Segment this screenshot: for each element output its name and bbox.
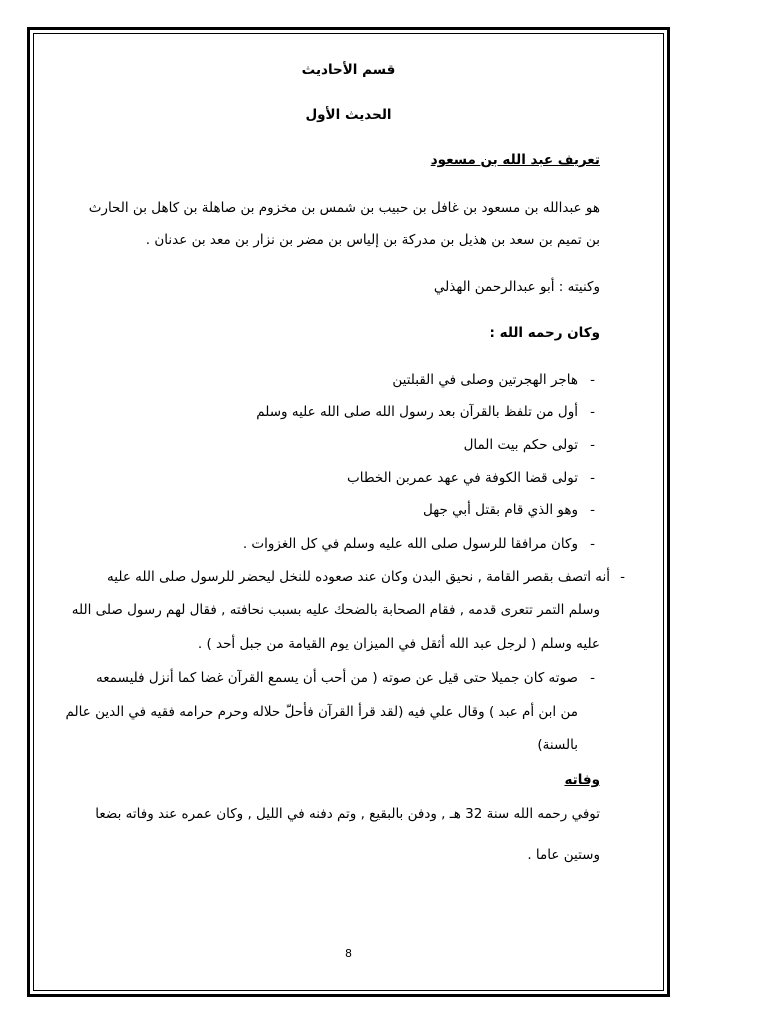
death-heading: وفاته (564, 772, 600, 788)
bullet-dash: - (590, 404, 595, 420)
description-line-3: عليه وسلم ( لرجل عبد الله أثقل في الميزان يوم القيامة من جبل أحد ) . (197, 636, 600, 652)
list-item-text: هاجر الهجرتين وصلى في القبلتين (392, 372, 578, 388)
page-number: 8 (345, 947, 352, 960)
bullet-dash: - (590, 502, 595, 518)
lineage-line-2: بن تميم بن سعد بن هذيل بن مدركة بن إلياس بن مضر بن نزار بن معد بن عدنان . (145, 232, 600, 248)
description-line-1: أنه اتصف بقصر القامة , نحيق البدن وكان عند صعوده للنخل ليحضر للرسول صلى الله عليه (107, 569, 610, 585)
bullet-dash: - (590, 372, 595, 388)
kunya-line: وكنيته : أبو عبدالرحمن الهذلي (433, 279, 600, 295)
list-item-text: تولى حكم بيت المال (463, 437, 578, 453)
bullet-dash: - (590, 470, 595, 486)
bullet-dash: - (590, 437, 595, 453)
list-item-text: تولى قضا الكوفة في عهد عمربن الخطاب (347, 470, 578, 486)
bio-heading: تعريف عبد الله بن مسعود (430, 152, 600, 168)
voice-line-2: من ابن أم عبد ) وقال علي فيه (لقد قرأ القرآن فأحلّ حلاله وحرم حرامه فقيه في الدين عالم (65, 704, 578, 720)
death-line-1: توفي رحمه الله سنة 32 هـ , ودفن بالبقيع , وتم دفنه في الليل , وكان عمره عند وفاته بضعا (95, 806, 600, 822)
voice-line-3: بالسنة) (537, 737, 578, 753)
qualities-heading: وكان رحمه الله : (489, 325, 600, 341)
description-line-2: وسلم التمر تتعرى قدمه , فقام الصحابة بالضحك عليه بسبب نحافته , فقال لهم رسول صلى الله (71, 602, 600, 618)
hadith-title: الحديث الأول (305, 107, 392, 123)
list-item-text: وهو الذي قام بقتل أبي جهل (423, 502, 578, 518)
bullet-dash: - (620, 569, 625, 585)
lineage-line-1: هو عبدالله بن مسعود بن غافل بن حبيب بن شمس بن مخزوم بن صاهلة بن كاهل بن الحارث (88, 200, 600, 216)
document-page (40, 40, 657, 984)
death-line-2: وستين عاما . (527, 847, 600, 863)
bullet-dash: - (590, 536, 595, 552)
list-item-text: أول من تلفظ بالقرآن بعد رسول الله صلى الله عليه وسلم (256, 404, 578, 420)
section-title: قسم الأحاديث (301, 62, 396, 78)
list-item-text: وكان مرافقا للرسول صلى الله عليه وسلم في كل الغزوات . (242, 536, 578, 552)
voice-line-1: صوته كان جميلا حتى قيل عن صوته ( من أحب أن يسمع القرآن غضا كما أنزل فليسمعه (96, 670, 578, 686)
bullet-dash: - (590, 670, 595, 686)
